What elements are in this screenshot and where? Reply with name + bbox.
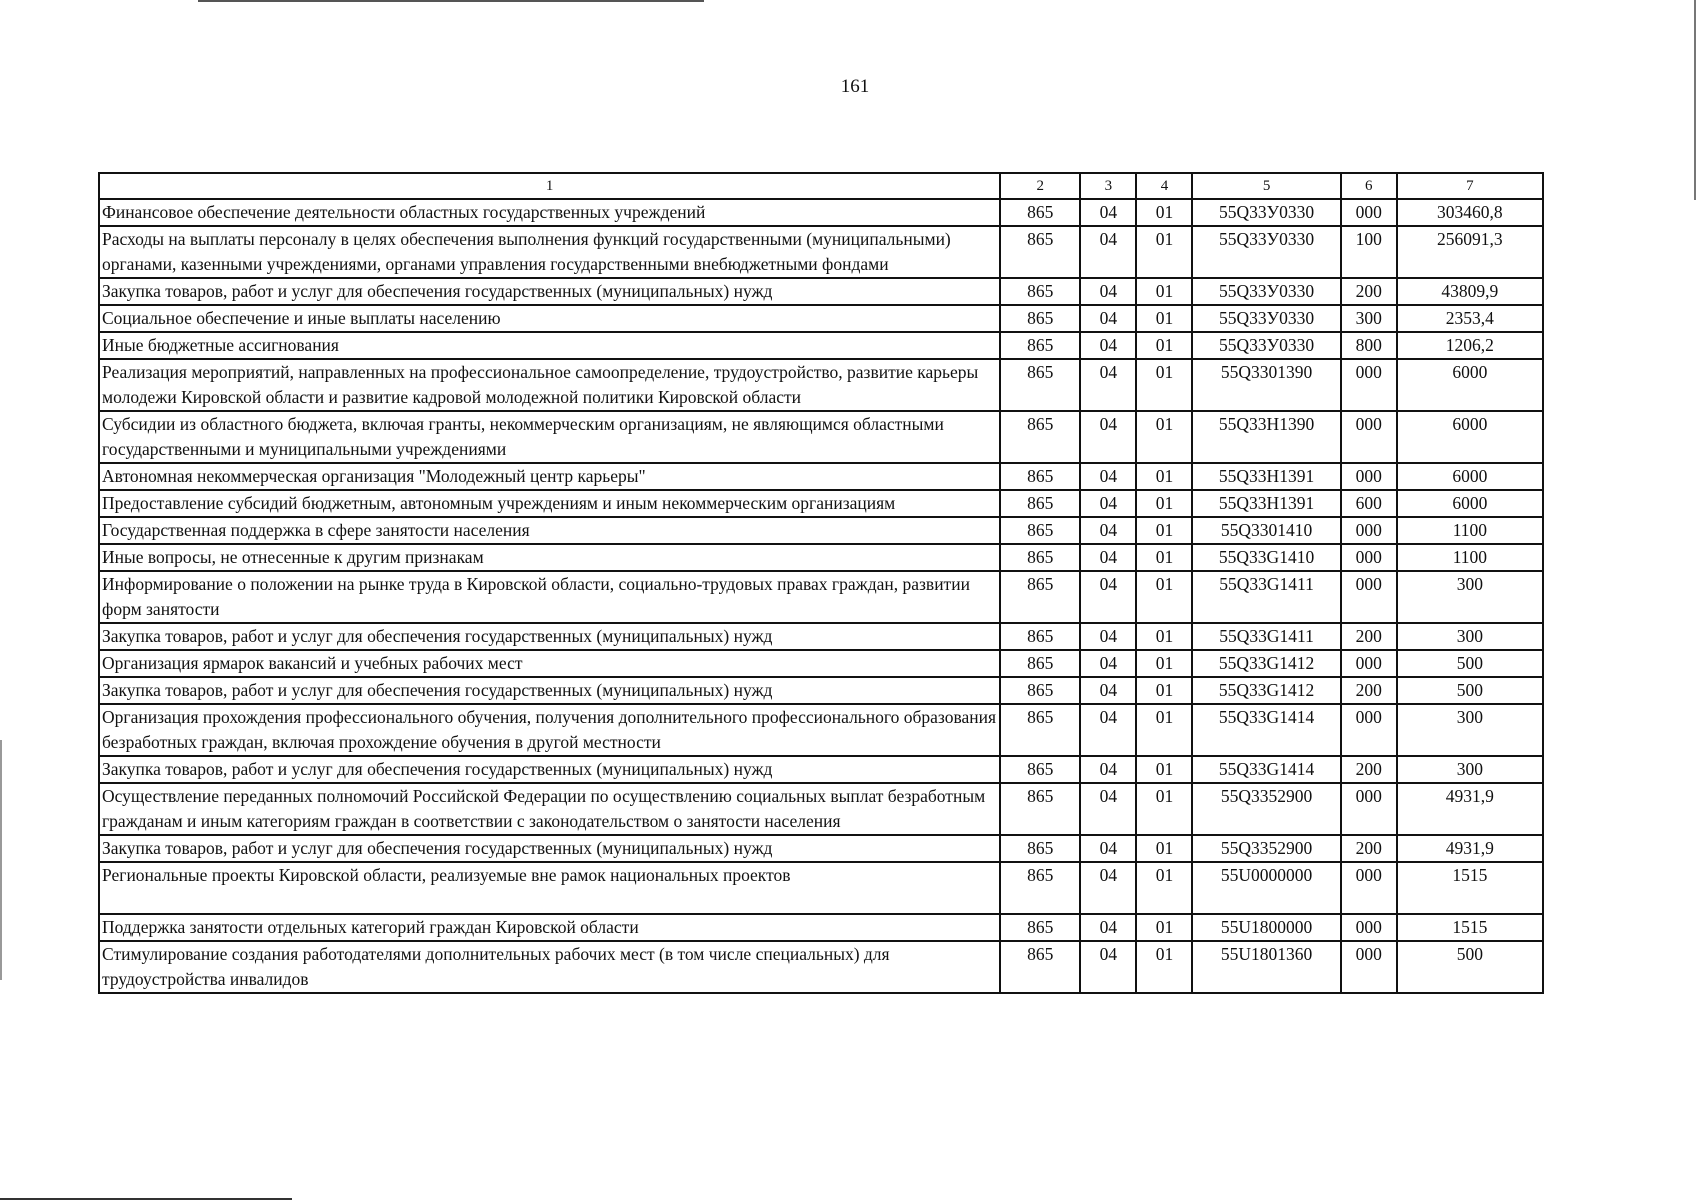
subsection-code-cell: 01 bbox=[1136, 783, 1192, 835]
table-row bbox=[99, 411, 1543, 463]
department-code-cell: 865 bbox=[1000, 571, 1080, 623]
target-article-cell: 55Q3301390 bbox=[1192, 359, 1340, 411]
table-row bbox=[99, 623, 1543, 650]
subsection-code-cell: 01 bbox=[1136, 835, 1192, 862]
row-name-cell: Закупка товаров, работ и услуг для обеспечения государственных (муниципальных) нужд bbox=[99, 677, 1000, 704]
section-code-cell: 04 bbox=[1080, 332, 1136, 359]
target-article-cell: 55U1800000 bbox=[1192, 914, 1340, 941]
expense-type-cell: 200 bbox=[1341, 756, 1397, 783]
section-code-cell: 04 bbox=[1080, 199, 1136, 226]
expense-type-cell: 000 bbox=[1341, 359, 1397, 411]
section-code-cell: 04 bbox=[1080, 359, 1136, 411]
section-code-cell: 04 bbox=[1080, 941, 1136, 993]
department-code-cell: 865 bbox=[1000, 756, 1080, 783]
subsection-code-cell: 01 bbox=[1136, 914, 1192, 941]
target-article-cell: 55Q33G1411 bbox=[1192, 623, 1340, 650]
row-name-cell: Организация ярмарок вакансий и учебных рабочих мест bbox=[99, 650, 1000, 677]
expense-type-cell: 000 bbox=[1341, 411, 1397, 463]
expense-type-cell: 000 bbox=[1341, 544, 1397, 571]
subsection-code-cell: 01 bbox=[1136, 278, 1192, 305]
amount-cell: 300 bbox=[1397, 704, 1543, 756]
department-code-cell: 865 bbox=[1000, 226, 1080, 278]
table-header-row bbox=[99, 173, 1543, 199]
department-code-cell: 865 bbox=[1000, 359, 1080, 411]
department-code-cell: 865 bbox=[1000, 650, 1080, 677]
target-article-cell: 55Q33У0330 bbox=[1192, 226, 1340, 278]
subsection-code-cell: 01 bbox=[1136, 650, 1192, 677]
amount-cell: 1515 bbox=[1397, 914, 1543, 941]
department-code-cell: 865 bbox=[1000, 332, 1080, 359]
section-code-cell: 04 bbox=[1080, 835, 1136, 862]
target-article-cell: 55Q3301410 bbox=[1192, 517, 1340, 544]
section-code-cell: 04 bbox=[1080, 463, 1136, 490]
header-cell-2: 2 bbox=[1000, 173, 1080, 199]
subsection-code-cell: 01 bbox=[1136, 411, 1192, 463]
table-row bbox=[99, 704, 1543, 756]
page-number: 161 bbox=[840, 76, 870, 97]
header-cell-5: 5 bbox=[1192, 173, 1340, 199]
row-name-cell: Предоставление субсидий бюджетным, автономным учреждениям и иным некоммерческим организациям bbox=[99, 490, 1000, 517]
target-article-cell: 55U1801360 bbox=[1192, 941, 1340, 993]
subsection-code-cell: 01 bbox=[1136, 463, 1192, 490]
subsection-code-cell: 01 bbox=[1136, 199, 1192, 226]
department-code-cell: 865 bbox=[1000, 914, 1080, 941]
department-code-cell: 865 bbox=[1000, 411, 1080, 463]
subsection-code-cell: 01 bbox=[1136, 517, 1192, 544]
table-row bbox=[99, 544, 1543, 571]
row-name-cell: Осуществление переданных полномочий Российской Федерации по осуществлению социальных выплат безработным гражданам и иным категориям граждан в соответствии с законодательством о занятости населения bbox=[99, 783, 1000, 835]
table-row bbox=[99, 571, 1543, 623]
subsection-code-cell: 01 bbox=[1136, 677, 1192, 704]
amount-cell: 4931,9 bbox=[1397, 783, 1543, 835]
expense-type-cell: 800 bbox=[1341, 332, 1397, 359]
target-article-cell: 55Q33G1412 bbox=[1192, 650, 1340, 677]
target-article-cell: 55Q33G1414 bbox=[1192, 756, 1340, 783]
subsection-code-cell: 01 bbox=[1136, 226, 1192, 278]
row-name-cell: Социальное обеспечение и иные выплаты населению bbox=[99, 305, 1000, 332]
subsection-code-cell: 01 bbox=[1136, 544, 1192, 571]
department-code-cell: 865 bbox=[1000, 783, 1080, 835]
amount-cell: 6000 bbox=[1397, 359, 1543, 411]
subsection-code-cell: 01 bbox=[1136, 490, 1192, 517]
row-name-cell: Иные бюджетные ассигнования bbox=[99, 332, 1000, 359]
section-code-cell: 04 bbox=[1080, 650, 1136, 677]
department-code-cell: 865 bbox=[1000, 862, 1080, 914]
table-row bbox=[99, 862, 1543, 914]
section-code-cell: 04 bbox=[1080, 278, 1136, 305]
table-row bbox=[99, 677, 1543, 704]
expense-type-cell: 600 bbox=[1341, 490, 1397, 517]
amount-cell: 1100 bbox=[1397, 544, 1543, 571]
subsection-code-cell: 01 bbox=[1136, 941, 1192, 993]
table-body bbox=[99, 199, 1543, 993]
department-code-cell: 865 bbox=[1000, 517, 1080, 544]
department-code-cell: 865 bbox=[1000, 463, 1080, 490]
table-row bbox=[99, 783, 1543, 835]
amount-cell: 1515 bbox=[1397, 862, 1543, 914]
department-code-cell: 865 bbox=[1000, 704, 1080, 756]
row-name-cell: Иные вопросы, не отнесенные к другим признакам bbox=[99, 544, 1000, 571]
subsection-code-cell: 01 bbox=[1136, 704, 1192, 756]
amount-cell: 300 bbox=[1397, 571, 1543, 623]
row-name-cell: Информирование о положении на рынке труда в Кировской области, социально-трудовых правах граждан, развитии форм занятости bbox=[99, 571, 1000, 623]
expense-type-cell: 100 bbox=[1341, 226, 1397, 278]
row-name-cell: Стимулирование создания работодателями дополнительных рабочих мест (в том числе специальных) для трудоустройства инвалидов bbox=[99, 941, 1000, 993]
section-code-cell: 04 bbox=[1080, 704, 1136, 756]
expense-type-cell: 000 bbox=[1341, 941, 1397, 993]
expense-type-cell: 000 bbox=[1341, 862, 1397, 914]
department-code-cell: 865 bbox=[1000, 490, 1080, 517]
subsection-code-cell: 01 bbox=[1136, 571, 1192, 623]
section-code-cell: 04 bbox=[1080, 677, 1136, 704]
row-name-cell: Расходы на выплаты персоналу в целях обеспечения выполнения функций государственными (муниципальными) органами, казенными учреждениями, органами управления государственными внебюджетными фондами bbox=[99, 226, 1000, 278]
expense-type-cell: 300 bbox=[1341, 305, 1397, 332]
header-cell-3: 3 bbox=[1080, 173, 1136, 199]
target-article-cell: 55Q33G1412 bbox=[1192, 677, 1340, 704]
row-name-cell: Закупка товаров, работ и услуг для обеспечения государственных (муниципальных) нужд bbox=[99, 756, 1000, 783]
target-article-cell: 55U0000000 bbox=[1192, 862, 1340, 914]
table-row bbox=[99, 490, 1543, 517]
expense-type-cell: 200 bbox=[1341, 623, 1397, 650]
expense-type-cell: 200 bbox=[1341, 677, 1397, 704]
amount-cell: 6000 bbox=[1397, 411, 1543, 463]
row-name-cell: Реализация мероприятий, направленных на профессиональное самоопределение, трудоустройство, развитие карьеры молодежи Кировской области и развитие кадровой молодежной политики Кировской области bbox=[99, 359, 1000, 411]
table-row bbox=[99, 835, 1543, 862]
department-code-cell: 865 bbox=[1000, 677, 1080, 704]
amount-cell: 256091,3 bbox=[1397, 226, 1543, 278]
target-article-cell: 55Q33У0330 bbox=[1192, 332, 1340, 359]
section-code-cell: 04 bbox=[1080, 623, 1136, 650]
row-name-cell: Автономная некоммерческая организация "Молодежный центр карьеры" bbox=[99, 463, 1000, 490]
target-article-cell: 55Q33G1411 bbox=[1192, 571, 1340, 623]
subsection-code-cell: 01 bbox=[1136, 756, 1192, 783]
section-code-cell: 04 bbox=[1080, 305, 1136, 332]
target-article-cell: 55Q33У0330 bbox=[1192, 305, 1340, 332]
target-article-cell: 55Q33H1391 bbox=[1192, 463, 1340, 490]
section-code-cell: 04 bbox=[1080, 226, 1136, 278]
amount-cell: 1206,2 bbox=[1397, 332, 1543, 359]
section-code-cell: 04 bbox=[1080, 862, 1136, 914]
expense-type-cell: 000 bbox=[1341, 463, 1397, 490]
table-row bbox=[99, 517, 1543, 544]
subsection-code-cell: 01 bbox=[1136, 359, 1192, 411]
amount-cell: 43809,9 bbox=[1397, 278, 1543, 305]
target-article-cell: 55Q33H1390 bbox=[1192, 411, 1340, 463]
header-cell-4: 4 bbox=[1136, 173, 1192, 199]
amount-cell: 500 bbox=[1397, 650, 1543, 677]
table-row bbox=[99, 914, 1543, 941]
section-code-cell: 04 bbox=[1080, 756, 1136, 783]
header-cell-1: 1 bbox=[99, 173, 1000, 199]
expense-type-cell: 000 bbox=[1341, 783, 1397, 835]
table-row bbox=[99, 463, 1543, 490]
expense-type-cell: 000 bbox=[1341, 650, 1397, 677]
amount-cell: 6000 bbox=[1397, 463, 1543, 490]
header-cell-7: 7 bbox=[1397, 173, 1543, 199]
section-code-cell: 04 bbox=[1080, 517, 1136, 544]
table-row bbox=[99, 941, 1543, 993]
budget-table bbox=[98, 172, 1544, 994]
expense-type-cell: 200 bbox=[1341, 835, 1397, 862]
row-name-cell: Субсидии из областного бюджета, включая гранты, некоммерческим организациям, не являющимся областными государственными и муниципальными учреждениями bbox=[99, 411, 1000, 463]
header-cell-6: 6 bbox=[1341, 173, 1397, 199]
amount-cell: 300 bbox=[1397, 623, 1543, 650]
section-code-cell: 04 bbox=[1080, 571, 1136, 623]
row-name-cell: Закупка товаров, работ и услуг для обеспечения государственных (муниципальных) нужд bbox=[99, 623, 1000, 650]
expense-type-cell: 000 bbox=[1341, 704, 1397, 756]
row-name-cell: Закупка товаров, работ и услуг для обеспечения государственных (муниципальных) нужд bbox=[99, 835, 1000, 862]
table-row bbox=[99, 226, 1543, 278]
subsection-code-cell: 01 bbox=[1136, 305, 1192, 332]
target-article-cell: 55Q33G1414 bbox=[1192, 704, 1340, 756]
target-article-cell: 55Q33У0330 bbox=[1192, 278, 1340, 305]
subsection-code-cell: 01 bbox=[1136, 862, 1192, 914]
row-name-cell: Финансовое обеспечение деятельности областных государственных учреждений bbox=[99, 199, 1000, 226]
scan-artifact-left-edge bbox=[0, 740, 2, 980]
target-article-cell: 55Q33G1410 bbox=[1192, 544, 1340, 571]
department-code-cell: 865 bbox=[1000, 305, 1080, 332]
amount-cell: 4931,9 bbox=[1397, 835, 1543, 862]
table-row bbox=[99, 199, 1543, 226]
target-article-cell: 55Q33H1391 bbox=[1192, 490, 1340, 517]
row-name-cell: Организация прохождения профессионального обучения, получения дополнительного профессионального образования безработных граждан, включая прохождение обучения в другой местности bbox=[99, 704, 1000, 756]
table-row bbox=[99, 650, 1543, 677]
target-article-cell: 55Q3352900 bbox=[1192, 783, 1340, 835]
department-code-cell: 865 bbox=[1000, 941, 1080, 993]
expense-type-cell: 200 bbox=[1341, 278, 1397, 305]
amount-cell: 300 bbox=[1397, 756, 1543, 783]
expense-type-cell: 000 bbox=[1341, 914, 1397, 941]
expense-type-cell: 000 bbox=[1341, 199, 1397, 226]
subsection-code-cell: 01 bbox=[1136, 623, 1192, 650]
expense-type-cell: 000 bbox=[1341, 517, 1397, 544]
target-article-cell: 55Q33У0330 bbox=[1192, 199, 1340, 226]
amount-cell: 500 bbox=[1397, 941, 1543, 993]
row-name-cell: Государственная поддержка в сфере занятости населения bbox=[99, 517, 1000, 544]
department-code-cell: 865 bbox=[1000, 835, 1080, 862]
amount-cell: 303460,8 bbox=[1397, 199, 1543, 226]
section-code-cell: 04 bbox=[1080, 490, 1136, 517]
subsection-code-cell: 01 bbox=[1136, 332, 1192, 359]
amount-cell: 500 bbox=[1397, 677, 1543, 704]
table-row bbox=[99, 756, 1543, 783]
table-row bbox=[99, 278, 1543, 305]
expense-type-cell: 000 bbox=[1341, 571, 1397, 623]
department-code-cell: 865 bbox=[1000, 199, 1080, 226]
section-code-cell: 04 bbox=[1080, 411, 1136, 463]
amount-cell: 6000 bbox=[1397, 490, 1543, 517]
table-row bbox=[99, 305, 1543, 332]
amount-cell: 1100 bbox=[1397, 517, 1543, 544]
table-row bbox=[99, 359, 1543, 411]
department-code-cell: 865 bbox=[1000, 544, 1080, 571]
section-code-cell: 04 bbox=[1080, 783, 1136, 835]
department-code-cell: 865 bbox=[1000, 623, 1080, 650]
target-article-cell: 55Q3352900 bbox=[1192, 835, 1340, 862]
row-name-cell: Региональные проекты Кировской области, реализуемые вне рамок национальных проектов bbox=[99, 862, 1000, 914]
scan-artifact-top-line bbox=[198, 0, 704, 2]
amount-cell: 2353,4 bbox=[1397, 305, 1543, 332]
section-code-cell: 04 bbox=[1080, 544, 1136, 571]
row-name-cell: Закупка товаров, работ и услуг для обеспечения государственных (муниципальных) нужд bbox=[99, 278, 1000, 305]
section-code-cell: 04 bbox=[1080, 914, 1136, 941]
department-code-cell: 865 bbox=[1000, 278, 1080, 305]
table-row bbox=[99, 332, 1543, 359]
row-name-cell: Поддержка занятости отдельных категорий граждан Кировской области bbox=[99, 914, 1000, 941]
